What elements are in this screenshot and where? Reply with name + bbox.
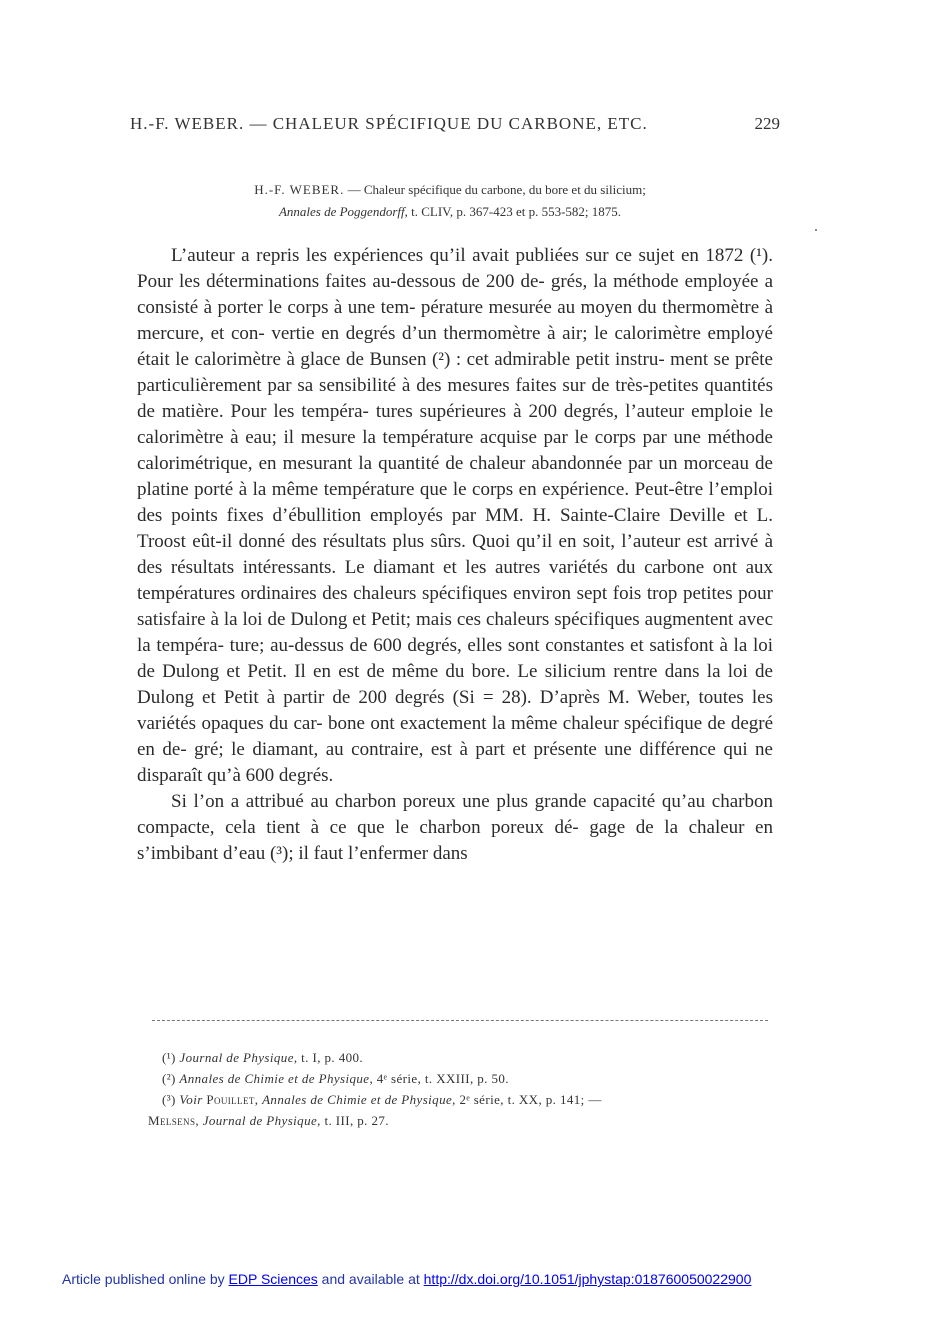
footnote-3-rest-2: , t. III, p. 27.	[317, 1113, 389, 1128]
text-line: employés par MM. H. Sainte-Claire Deville et L. Troost eût-il	[137, 505, 773, 552]
running-head	[130, 114, 780, 134]
text-line: en 1872 (¹). Pour les déterminations faites au-dessous de 200 de-	[137, 245, 774, 292]
footnote-2	[150, 1068, 775, 1089]
text-line: vertie en degrés d’un thermomètre à air; le calorimètre employé	[271, 323, 773, 344]
footnote-2-mark: (²)	[162, 1071, 180, 1086]
margin-mark	[815, 229, 817, 231]
footnote-1-journal: Journal de Physique	[179, 1050, 294, 1065]
footnote-3-continuation: Melsens, Journal de Physique, t. III, p. 27.	[148, 1113, 389, 1128]
footnotes	[150, 1047, 775, 1131]
footnote-separator	[152, 1020, 768, 1021]
footnote-3-author-1: Pouillet	[202, 1092, 255, 1107]
text-line: corps en expérience. Peut-être l’emploi des points fixes d’ébullition	[137, 479, 774, 526]
footnote-3-author-2: Melsens	[148, 1113, 196, 1128]
footnote-3-journal-1: Annales de Chimie et de Physique	[262, 1092, 453, 1107]
edp-sciences-link[interactable]: EDP Sciences	[228, 1271, 318, 1287]
paragraph-1	[137, 243, 773, 789]
reference-authors: H.-F. WEBER.	[254, 182, 345, 197]
text-line: était le calorimètre à glace de Bunsen (²) : cet admirable petit instru-	[137, 349, 665, 370]
publisher-prefix: Article published online by	[62, 1271, 229, 1287]
text-line: Petit; mais ces chaleurs spécifiques augmentent avec la tempéra-	[137, 609, 774, 656]
footnote-3-rest-1: , 2ᵉ série, t. XX, p. 141; —	[452, 1092, 602, 1107]
footnote-2-journal: Annales de Chimie et de Physique	[179, 1071, 370, 1086]
text-line: pérature mesurée au moyen du thermomètre à mercure, et con-	[137, 297, 774, 344]
page-number: 229	[754, 114, 780, 133]
footnote-1	[150, 1047, 775, 1068]
footnote-1-mark: (¹)	[162, 1050, 180, 1065]
text-line: rentre dans la loi de Dulong et Petit à partir de 200 degrés	[137, 661, 773, 708]
text-line: gage de la chaleur en s’imbibant d’eau (³); il faut l’enfermer dans	[137, 817, 773, 864]
doi-link[interactable]: http://dx.doi.org/10.1051/jphystap:018760050022900	[423, 1271, 752, 1287]
reference-journal: Annales de Poggendorff	[278, 204, 405, 219]
article-body	[137, 243, 773, 867]
text-line: carbone ont aux températures ordinaires des chaleurs spécifiques	[137, 557, 774, 604]
footnote-3-voir: Voir	[179, 1092, 203, 1107]
text-line: ment se prête particulièrement par sa sensibilité à des mesures	[137, 349, 773, 396]
text-line: à des résultats intéressants. Le diamant et les autres variétés du	[137, 531, 774, 578]
footnote-3-journal-2: Journal de Physique	[202, 1113, 318, 1128]
text-line: tures supérieures à 200 degrés, l’auteur emploie le calorimètre à	[137, 401, 774, 448]
text-line: eau; il mesure la température acquise par le corps par une méthode	[245, 427, 773, 448]
text-line: ture; au-dessus de 600 degrés, elles sont constantes et satisfont à la	[229, 635, 748, 656]
footnote-3: (³) Voir Pouillet, Annales de Chimie et de Physique, 2ᵉ série, t. XX, p. 141; —	[162, 1092, 602, 1107]
footnote-1-rest: , t. I, p. 400.	[293, 1050, 364, 1065]
text-line: loi de Dulong et Petit. Il en est de même du bore. Le silicium	[137, 635, 774, 682]
text-line: bone ont exactement la même chaleur spécifique de degré en de-	[137, 713, 774, 760]
running-head-title: H.-F. WEBER. — CHALEUR SPÉCIFIQUE DU CARBONE, ETC.	[130, 114, 648, 133]
text-line: donné des résultats plus sûrs. Quoi qu’il en soit, l’auteur est arrivé	[238, 531, 759, 552]
text-line: (Si = 28). D’après M. Weber, toutes les variétés opaques du car-	[137, 687, 773, 734]
footnote-2-rest: , 4ᵉ série, t. XXIII, p. 50.	[369, 1071, 509, 1086]
reference-header	[130, 179, 770, 223]
reference-details: , t. CLIV, p. 367-423 et p. 553-582; 1875.	[404, 204, 622, 219]
text-line: Si l’on a attribué au charbon poreux une plus grande capacité	[171, 791, 656, 812]
text-line: L’auteur a repris les expériences qu’il avait publiées sur ce sujet	[171, 245, 675, 266]
text-line: faites sur de très-petites quantités de matière. Pour les tempéra-	[137, 375, 773, 422]
reference-title: — Chaleur spécifique du carbone, du bore et du silicium;	[344, 182, 646, 197]
text-line: qui ne disparaît qu’à 600 degrés.	[137, 739, 773, 786]
text-line: grés, la méthode employée a consisté à porter le corps à une tem-	[137, 271, 773, 318]
text-line: environ sept fois trop petites pour satisfaire à la loi de Dulong et	[137, 583, 773, 630]
text-line: gré; le diamant, au contraire, est à part et présente une différence	[194, 739, 716, 760]
publisher-banner	[62, 1271, 751, 1287]
paragraph-2	[137, 789, 773, 867]
text-line: qu’au charbon compacte, cela tient à ce que le charbon poreux dé-	[137, 791, 774, 838]
footnote-3-mark: (³)	[162, 1092, 180, 1107]
text-line: par un morceau de platine porté à la même température que le	[137, 453, 773, 500]
text-line: calorimétrique, en mesurant la quantité de chaleur abandonnée	[137, 453, 623, 474]
publisher-middle: and available at	[317, 1271, 424, 1287]
